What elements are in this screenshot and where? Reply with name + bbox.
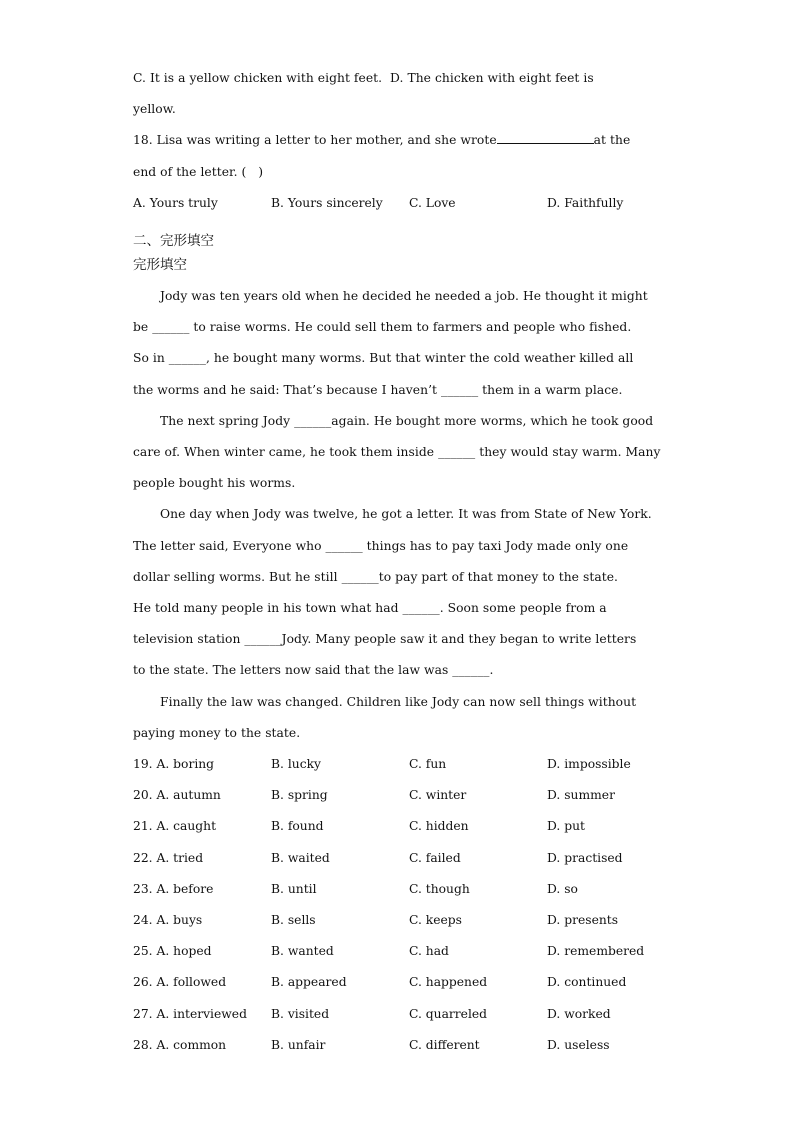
option-d: D. practised [547, 850, 623, 865]
q18-stem [133, 125, 663, 156]
option-d: D. impossible [547, 757, 631, 772]
q18-option-b: B. Yours sincerely [271, 195, 383, 210]
question-row [133, 874, 663, 905]
option-a: 21. A. caught [133, 819, 217, 834]
option-b: B. wanted [271, 944, 334, 959]
passage-line: the worms and he said: That’s because I haven’t ______ them in a warm place. [133, 382, 623, 397]
question-row [133, 905, 663, 936]
q18-options [133, 188, 663, 219]
option-b: B. lucky [271, 757, 321, 772]
option-c: C. winter [409, 788, 467, 803]
passage-line: paying money to the state. [133, 725, 301, 740]
passage-line: Jody was ten years old when he decided he needed a job. He thought it might [160, 289, 648, 304]
option-b: B. waited [271, 850, 330, 865]
option-a: 24. A. buys [133, 913, 203, 928]
q18-stem-end: at the [593, 133, 631, 148]
question-row [133, 999, 663, 1030]
question-list [133, 749, 663, 1061]
option-d: D. remembered [547, 944, 645, 959]
option-b: B. visited [271, 1006, 330, 1021]
q17-option-cd-cont: yellow. [133, 102, 176, 117]
option-a: 23. A. before [133, 881, 214, 896]
option-d: D. put [547, 819, 585, 834]
passage-line: Finally the law was changed. Children like Jody can now sell things without [160, 694, 637, 709]
option-b: B. until [271, 881, 317, 896]
option-c: C. keeps [409, 913, 462, 928]
option-c: C. though [409, 881, 470, 896]
passage-line: So in ______, he bought many worms. But that winter the cold weather killed all [133, 351, 634, 366]
section-heading: 二、完形填空 [133, 233, 214, 250]
document-page [133, 63, 663, 1061]
option-a: 25. A. hoped [133, 944, 212, 959]
passage-line: One day when Jody was twelve, he got a letter. It was from State of New York. [160, 507, 652, 522]
passage-line: care of. When winter came, he took them inside ______ they would stay warm. Many [133, 445, 661, 460]
passage-line: The next spring Jody ______again. He bought more worms, which he took good [160, 413, 654, 428]
option-a: 19. A. boring [133, 757, 215, 772]
option-d: D. useless [547, 1037, 610, 1052]
question-row [133, 936, 663, 967]
option-c: C. happened [409, 975, 488, 990]
q18-option-c: C. Love [409, 195, 456, 210]
passage-line: be ______ to raise worms. He could sell them to farmers and people who fished. [133, 320, 632, 335]
option-b: B. unfair [271, 1037, 326, 1052]
question-row [133, 780, 663, 811]
option-d: D. so [547, 881, 578, 896]
passage-line: to the state. The letters now said that the law was ______. [133, 663, 494, 678]
option-d: D. presents [547, 913, 619, 928]
option-a: 27. A. interviewed [133, 1006, 247, 1021]
question-row [133, 811, 663, 842]
option-c: C. had [409, 944, 449, 959]
option-c: C. hidden [409, 819, 469, 834]
option-d: D. continued [547, 975, 627, 990]
q18-option-d: D. Faithfully [547, 195, 624, 210]
option-b: B. sells [271, 913, 316, 928]
passage-line: The letter said, Everyone who ______ things has to pay taxi Jody made only one [133, 538, 629, 553]
option-c: C. quarreled [409, 1006, 488, 1021]
passage [133, 281, 663, 749]
passage-line: dollar selling worms. But he still ______to pay part of that money to the state. [133, 569, 618, 584]
question-row [133, 843, 663, 874]
option-b: B. found [271, 819, 324, 834]
q17-option-cd: C. It is a yellow chicken with eight feet. D. The chicken with eight feet is [133, 71, 594, 85]
option-a: 26. A. followed [133, 975, 227, 990]
option-b: B. spring [271, 788, 328, 803]
passage-line: people bought his worms. [133, 476, 296, 491]
passage-line: He told many people in his town what had ______. Soon some people from a [133, 601, 607, 616]
option-d: D. summer [547, 788, 615, 803]
option-a: 28. A. common [133, 1037, 227, 1052]
question-row [133, 1030, 663, 1061]
option-c: C. different [409, 1037, 480, 1052]
question-row [133, 749, 663, 780]
option-a: 22. A. tried [133, 850, 204, 865]
section-subheading: 完形填空 [133, 257, 187, 274]
option-b: B. appeared [271, 975, 347, 990]
option-a: 20. A. autumn [133, 788, 221, 803]
passage-line: television station ______Jody. Many people saw it and they began to write letters [133, 632, 637, 647]
q18-option-a: A. Yours truly [133, 195, 218, 210]
q18-blank [497, 132, 594, 144]
q18-stem-start: 18. Lisa was writing a letter to her mother, and she wrote [133, 133, 497, 148]
question-row [133, 967, 663, 998]
option-d: D. worked [547, 1006, 611, 1021]
option-c: C. failed [409, 850, 461, 865]
q18-stem-cont: end of the letter. ( ) [133, 164, 264, 179]
option-c: C. fun [409, 757, 447, 772]
